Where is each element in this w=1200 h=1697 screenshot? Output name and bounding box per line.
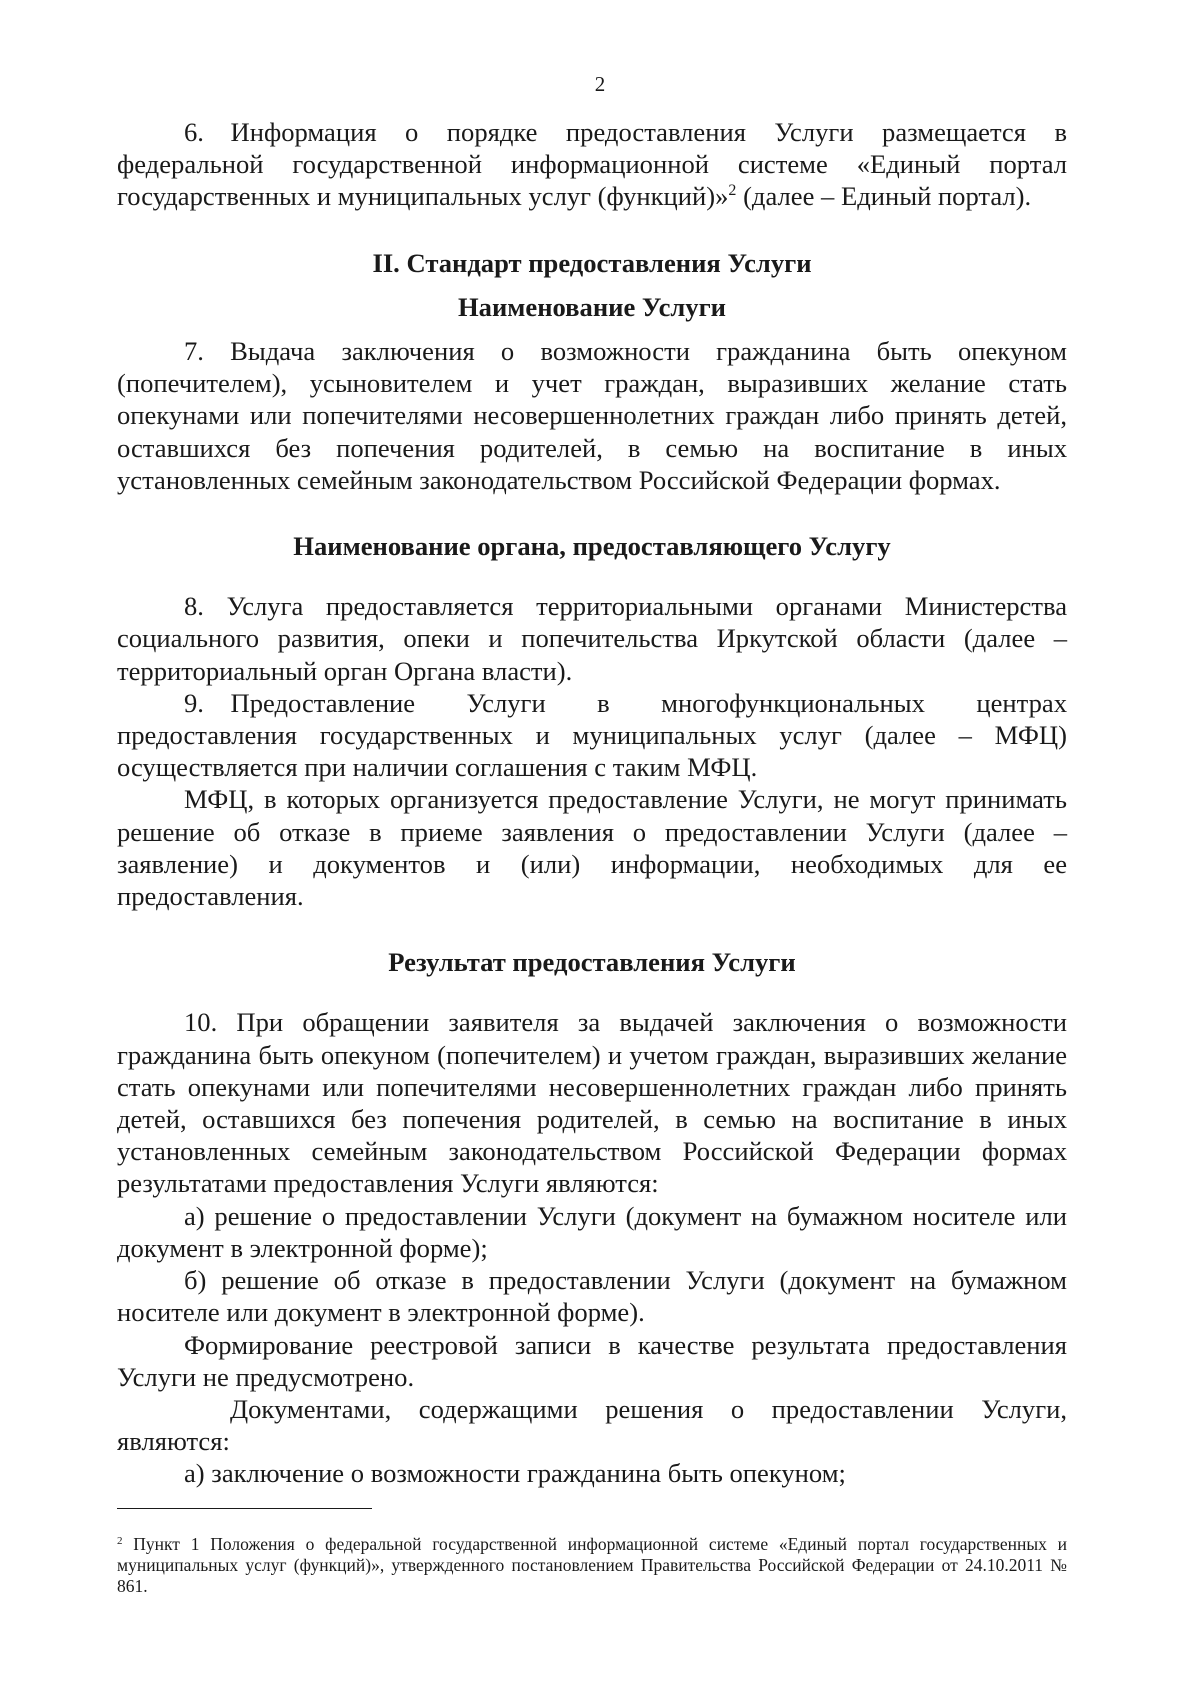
- document-body: [117, 116, 1067, 1490]
- paragraph-10-item-a: а) решение о предоставлении Услуги (документ на бумажном носителе или документ в электронной форме);: [117, 1200, 1067, 1263]
- paragraph-10-item-b: б) решение об отказе в предоставлении Услуги (документ на бумажном носителе или документ в электронной форме).: [117, 1265, 1067, 1328]
- page-number: 2: [594, 72, 606, 96]
- heading-service-result: Результат предоставления Услуги: [388, 947, 796, 978]
- paragraph-6-text: 6. Информация о порядке предоставления Услуги размещается в федеральной государственной информационной системе «Единый портал государственных и муниципальных услуг (функций)»: [117, 117, 1067, 212]
- paragraph-10-documents: Документами, содержащими решения о предоставлении Услуги, являются:: [117, 1393, 1067, 1457]
- heading-service-name: Наименование Услуги: [457, 291, 726, 322]
- paragraph-8: 8. Услуга предоставляется территориальными органами Министерства социального развития, опеки и попечительства Иркутской области (далее – территориальный орган Органа власти).: [117, 591, 1067, 686]
- paragraph-10-registry: Формирование реестровой записи в качестве результата предоставления Услуги не предусмотрено.: [117, 1329, 1067, 1392]
- footnote: [117, 1534, 1067, 1597]
- paragraph-6: [117, 116, 1067, 213]
- section-title: II. Стандарт предоставления Услуги: [372, 247, 812, 278]
- heading-provider-organ: Наименование органа, предоставляющего Услугу: [293, 531, 891, 562]
- footnote-text: Пункт 1 Положения о федеральной государственной информационной системе «Единый портал государственных и муниципальных услуг (функций)», утвержденного постановлением Правительства Российской Федерации от 24.10.2011 № 861.: [117, 1533, 1067, 1596]
- paragraph-6-text-end: (далее – Единый портал).: [736, 181, 1032, 212]
- paragraph-10: 10. При обращении заявителя за выдачей заключения о возможности гражданина быть опекуном (попечителем) и учетом граждан, выразивших желание стать опекунами или попечителями несовершеннолетних граждан либо принять детей, оставшихся без попечения родителей, в семью на воспитание в иных установленных семейным законодательством Российской Федерации формах результатами предоставления Услуги являются:: [117, 1007, 1067, 1199]
- paragraph-9: 9. Предоставление Услуги в многофункциональных центрах предоставления государственных и муниципальных услуг (далее – МФЦ) осуществляется при наличии соглашения с таким МФЦ.: [117, 687, 1067, 783]
- paragraph-10-doc-item-a: а) заключение о возможности гражданина быть опекуном;: [184, 1458, 846, 1489]
- footnote-separator: [117, 1508, 372, 1509]
- paragraph-7: 7. Выдача заключения о возможности гражданина быть опекуном (попечителем), усыновителем и учет граждан, выразивших желание стать опекунами или попечителями несовершеннолетних граждан либо принять детей, оставшихся без попечения родителей, в семью на воспитание в иных установленных семейным законодательством Российской Федерации формах.: [117, 336, 1067, 495]
- paragraph-9-mfc: МФЦ, в которых организуется предоставление Услуги, не могут принимать решение об отказе в приеме заявления о предоставлении Услуги (далее – заявление) и документов и (или) информации, необходимых для ее предоставления.: [117, 784, 1067, 912]
- footnote-reference[interactable]: 2: [728, 182, 737, 200]
- footnote-number: 2: [117, 1534, 123, 1547]
